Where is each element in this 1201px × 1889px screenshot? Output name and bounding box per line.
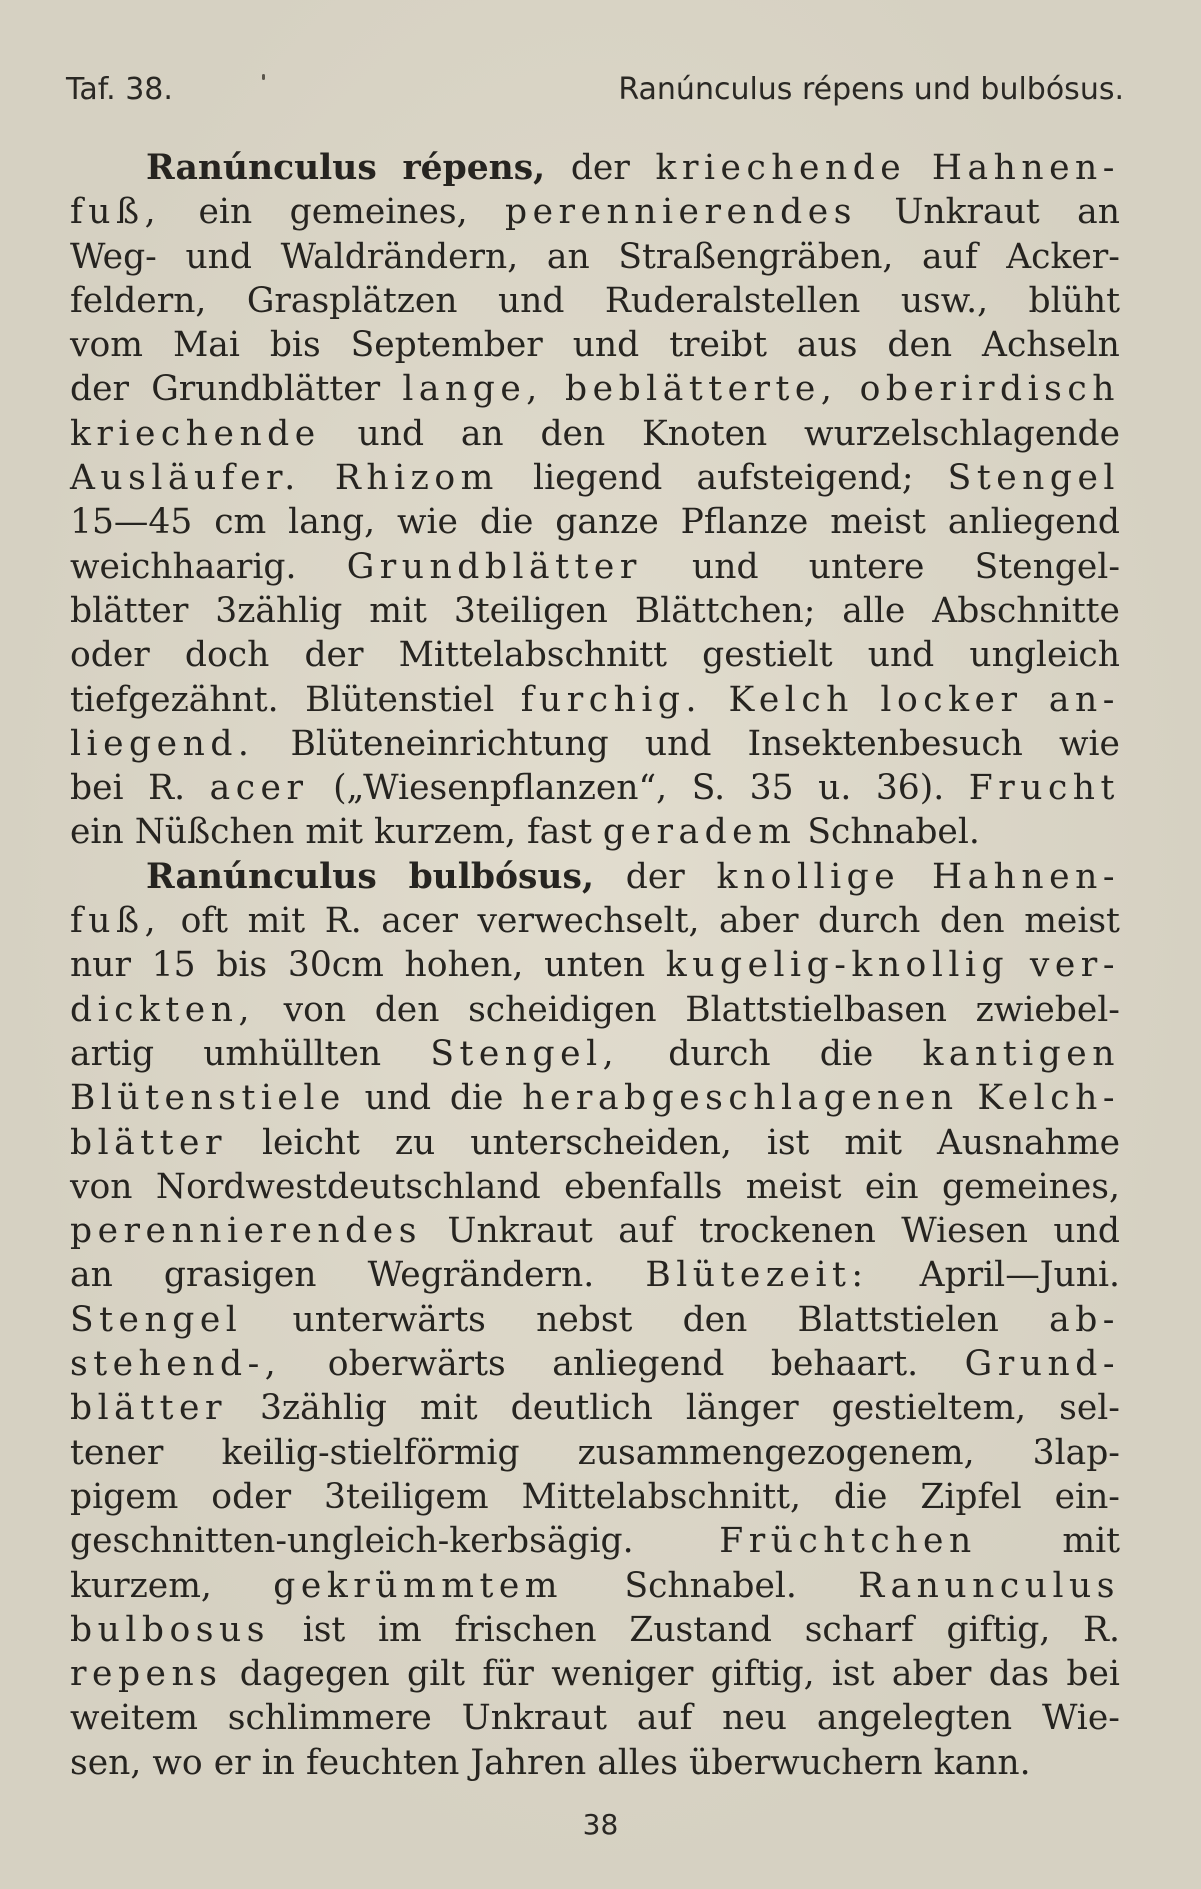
word: feldern,: [70, 280, 207, 321]
word: lang,: [288, 502, 376, 543]
word: Blattstielen: [797, 1299, 999, 1340]
word: Pflanze: [680, 502, 809, 543]
paragraph: [70, 146, 1120, 855]
text-line: [70, 1519, 1120, 1563]
word: blätter: [70, 1122, 227, 1163]
word: oberwärts: [327, 1344, 506, 1385]
word: alles: [597, 1742, 678, 1783]
word: Stengel,: [430, 1033, 620, 1074]
text-line: [70, 1696, 1120, 1740]
word: Blättchen;: [634, 590, 816, 631]
word: das: [988, 1654, 1050, 1695]
word: u.: [818, 768, 852, 809]
word: an-: [1048, 679, 1120, 720]
word: R.: [148, 768, 186, 809]
word: Frucht: [968, 768, 1120, 809]
word: Kelch: [728, 679, 854, 720]
word: an: [460, 413, 504, 454]
word: kugelig-knollig: [665, 945, 1010, 986]
word: Grundblätter: [346, 546, 642, 587]
word: und: [692, 546, 759, 587]
word: aber: [718, 901, 799, 942]
word: oder: [211, 1476, 292, 1517]
text-line: [70, 1165, 1120, 1209]
word: Blüteneinrichtung: [290, 723, 609, 764]
word: R.: [1083, 1609, 1120, 1650]
text-line: [70, 1386, 1120, 1430]
word: stehend-,: [70, 1344, 282, 1385]
word: er: [213, 1742, 251, 1783]
word: Jahren: [470, 1742, 587, 1783]
word: Grund-: [964, 1344, 1120, 1385]
word: ebenfalls: [564, 1166, 723, 1207]
word: 15—45: [70, 502, 193, 543]
word: und: [364, 1078, 432, 1119]
word: schlimmere: [227, 1698, 432, 1739]
word: Blattstielbasen: [685, 989, 947, 1030]
word: Ruderalstellen: [604, 280, 861, 321]
text-line: [70, 810, 1120, 854]
word: Nordwestdeutschland: [155, 1166, 541, 1207]
word: den: [887, 325, 953, 366]
word: und: [644, 723, 712, 764]
word: und: [185, 236, 252, 277]
word: oberirdisch: [859, 369, 1120, 410]
word: R.: [324, 901, 362, 942]
word: die: [819, 1033, 874, 1074]
word: den: [682, 1299, 748, 1340]
word: die: [833, 1476, 888, 1517]
word: mit: [369, 590, 427, 631]
page-number: 38: [582, 1808, 619, 1841]
print-speck: [262, 74, 265, 80]
text-line: [70, 235, 1120, 279]
word: locker: [880, 679, 1023, 720]
word: Kelch-: [977, 1078, 1120, 1119]
word: furchig.: [520, 679, 702, 720]
word: durch: [668, 1033, 771, 1074]
word: mit: [247, 901, 306, 942]
word: usw.,: [900, 280, 989, 321]
word: bis: [216, 945, 268, 986]
word: Hahnen-: [931, 148, 1120, 188]
word: gemeines,: [941, 1166, 1120, 1207]
word: kurzem,: [70, 1565, 212, 1606]
word: zwiebel-: [975, 989, 1120, 1030]
word: kantigen: [922, 1033, 1120, 1074]
text-line: [70, 1564, 1120, 1608]
word: blätter: [70, 590, 189, 631]
word: frischen: [454, 1609, 597, 1650]
word: blätter: [70, 1388, 227, 1429]
word: ungleich: [969, 635, 1120, 676]
word: zu: [394, 1122, 436, 1163]
word: anliegend: [947, 502, 1120, 543]
word: von: [283, 989, 347, 1030]
text-line: [70, 1076, 1120, 1120]
word: Stengel: [947, 458, 1120, 499]
running-header: [66, 72, 1124, 116]
word: cm: [214, 502, 267, 543]
word: auf: [922, 236, 978, 277]
word: den: [939, 901, 1005, 942]
plate-number: Taf. 38.: [66, 72, 173, 107]
word: gemeines,: [289, 192, 468, 233]
word: Grundblätter: [151, 369, 381, 410]
word: wie: [1058, 723, 1120, 764]
word: perennierendes: [70, 1211, 422, 1252]
word: länger: [685, 1388, 799, 1429]
word: grasigen: [163, 1255, 317, 1296]
word: unten: [544, 945, 646, 986]
word: ein-: [1054, 1476, 1120, 1517]
word: Waldrändern,: [280, 236, 519, 277]
word: pigem: [70, 1476, 179, 1517]
word: vom: [70, 325, 143, 366]
text-line: [70, 766, 1120, 810]
word: fast: [526, 812, 592, 853]
word: acer: [209, 768, 309, 809]
word: Unkraut: [894, 192, 1040, 233]
word: meist: [830, 502, 926, 543]
text-line: [70, 1608, 1120, 1652]
word: scharf: [804, 1609, 914, 1650]
word: Schnabel.: [624, 1565, 797, 1606]
word: Wegrändern.: [367, 1255, 595, 1296]
word: der: [570, 148, 630, 188]
word: wurzelschlagende: [804, 413, 1120, 454]
word: September: [350, 325, 543, 366]
text-line: [70, 323, 1120, 367]
word: Straßengräben,: [618, 236, 894, 277]
word: meist: [745, 1166, 842, 1207]
word: acer: [381, 901, 459, 942]
text-line: [70, 1032, 1120, 1076]
text-line: [70, 1342, 1120, 1386]
word: dickten,: [70, 989, 255, 1030]
word: ist: [831, 1654, 875, 1695]
word: Insektenbesuch: [747, 723, 1023, 764]
word: Mittelabschnitt: [398, 635, 668, 676]
word: an: [1077, 192, 1120, 233]
word: Blütezeit:: [645, 1255, 869, 1296]
word: Unkraut: [447, 1211, 593, 1252]
word: den: [540, 413, 606, 454]
word: angelegten: [816, 1698, 1013, 1739]
text-line: [70, 146, 1120, 190]
word: unterwärts: [292, 1299, 486, 1340]
word: kriechende: [70, 413, 321, 454]
word: artig: [70, 1033, 155, 1074]
text-line: [70, 412, 1120, 456]
text-line: [70, 943, 1120, 987]
word: auf: [618, 1211, 674, 1252]
word: Zustand: [629, 1609, 772, 1650]
text-line: [70, 1431, 1120, 1475]
word: nebst: [536, 1299, 633, 1340]
word: fuß,: [70, 192, 162, 233]
word: tener: [70, 1432, 164, 1473]
word: ver-: [1029, 945, 1120, 986]
word: der: [625, 856, 685, 897]
word: April—Juni.: [919, 1255, 1120, 1296]
word: unterscheiden,: [470, 1122, 732, 1163]
word: liegend: [533, 458, 663, 499]
word: wie: [396, 502, 458, 543]
text-line: [70, 1121, 1120, 1165]
word: Weg-: [70, 236, 157, 277]
word: gestielt: [702, 635, 833, 676]
word: Früchtchen: [719, 1521, 977, 1562]
word: ab-: [1049, 1299, 1120, 1340]
word: in: [261, 1742, 295, 1783]
word: dagegen: [239, 1654, 390, 1695]
word: weitem: [70, 1698, 198, 1739]
word: Mai: [172, 325, 240, 366]
word: Ranunculus: [858, 1565, 1120, 1606]
word: die: [449, 1078, 504, 1119]
word: hohen,: [404, 945, 524, 986]
word: sen,: [70, 1742, 142, 1783]
text-line: [70, 545, 1120, 589]
text-line: [70, 589, 1120, 633]
word: 35: [749, 768, 794, 809]
word: Blütenstiel: [305, 679, 495, 720]
word: („Wiesenpflanzen“,: [333, 768, 668, 809]
word: perennierendes: [505, 192, 857, 233]
word: Zipfel: [920, 1476, 1022, 1517]
text-line: [70, 633, 1120, 677]
word: Wie-: [1041, 1698, 1120, 1739]
word: kurzem,: [374, 812, 516, 853]
text-line: [70, 678, 1120, 722]
word: doch: [184, 635, 270, 676]
word: auf: [636, 1698, 693, 1739]
word: Unkraut: [461, 1698, 608, 1739]
text-line: [70, 1475, 1120, 1519]
word: für: [482, 1654, 534, 1695]
word: Abschnitte: [932, 590, 1120, 631]
word: beblätterte,: [565, 369, 838, 410]
word: durch: [818, 901, 921, 942]
word: Acker-: [1006, 236, 1120, 277]
word: die: [479, 502, 534, 543]
text-line: [70, 1253, 1120, 1297]
word: Hahnen-: [931, 856, 1120, 897]
word: 3zählig: [259, 1388, 388, 1429]
word: verwechselt,: [477, 901, 700, 942]
text-line: [70, 1741, 1120, 1785]
word: aus: [796, 325, 858, 366]
text-line: [70, 1652, 1120, 1696]
word: bis: [269, 325, 321, 366]
word: bulbosus: [70, 1609, 270, 1650]
word: giftig,: [946, 1609, 1051, 1650]
word: mit: [420, 1388, 478, 1429]
word: blüht: [1028, 280, 1120, 321]
word: scheidigen: [468, 989, 657, 1030]
word: an: [70, 1255, 113, 1296]
word: knollige: [716, 856, 901, 897]
word: 30cm: [287, 945, 384, 986]
word: S.: [691, 768, 726, 809]
body-text: [70, 146, 1120, 1785]
word: geradem: [602, 812, 797, 853]
word: geschnitten-ungleich-kerbsägig.: [70, 1521, 634, 1562]
word: überwuchern: [689, 1742, 923, 1783]
word: Ausläufer.: [70, 458, 301, 499]
word: bei: [70, 768, 124, 809]
word: neu: [722, 1698, 788, 1739]
word: bei: [1066, 1654, 1120, 1695]
text-line: [70, 1298, 1120, 1342]
word: Blütenstiele: [70, 1078, 346, 1119]
word: liegend.: [70, 723, 255, 764]
word: tiefgezähnt.: [70, 679, 279, 720]
word: fuß,: [70, 901, 162, 942]
word: und: [497, 280, 565, 321]
word: ein: [198, 192, 253, 233]
word: zusammengezogenem,: [577, 1432, 975, 1473]
text-line: [70, 1209, 1120, 1253]
word: Ranúnculus: [146, 148, 377, 188]
word: 15: [151, 945, 196, 986]
word: und: [572, 325, 640, 366]
word: den: [374, 989, 440, 1030]
word: herabgeschlagenen: [522, 1078, 959, 1119]
word: feuchten: [305, 1742, 460, 1783]
word: ganze: [555, 502, 659, 543]
word: Grasplätzen: [246, 280, 458, 321]
word: ein: [864, 1166, 919, 1207]
word: untere: [808, 546, 925, 587]
word: an: [546, 236, 590, 277]
word: alle: [842, 590, 906, 631]
word: mit: [1062, 1521, 1120, 1562]
word: und: [1053, 1211, 1120, 1252]
word: 3lap-: [1032, 1432, 1120, 1473]
word: trockenen: [699, 1211, 876, 1252]
word: Mittelabschnitt,: [521, 1476, 801, 1517]
word: aufsteigend;: [696, 458, 914, 499]
word: sel-: [1059, 1388, 1120, 1429]
text-line: [70, 722, 1120, 766]
word: répens,: [402, 148, 546, 188]
word: Ranúnculus: [146, 856, 377, 897]
word: umhüllten: [203, 1033, 382, 1074]
word: Knoten: [641, 413, 768, 454]
word: repens: [70, 1654, 223, 1695]
word: mit: [305, 812, 363, 853]
word: Schnabel.: [807, 812, 980, 853]
text-line: [70, 855, 1120, 899]
word: treibt: [669, 325, 767, 366]
word: gestieltem,: [831, 1388, 1027, 1429]
word: weichhaarig.: [70, 546, 297, 587]
word: wo: [152, 1742, 203, 1783]
word: oder: [70, 635, 150, 676]
running-title: Ranúnculus répens und bulbósus.: [618, 72, 1124, 107]
word: ist: [766, 1122, 810, 1163]
word: 3teiligem: [324, 1476, 489, 1517]
word: kriechende: [655, 148, 907, 188]
word: kann.: [933, 1742, 1031, 1783]
text-line: [70, 367, 1120, 411]
word: behaart.: [770, 1344, 919, 1385]
word: 3zählig: [215, 590, 343, 631]
word: und: [357, 413, 425, 454]
word: 3teiligen: [453, 590, 608, 631]
word: der: [304, 635, 364, 676]
word: Ausnahme: [937, 1122, 1120, 1163]
word: Rhizom: [334, 458, 499, 499]
text-line: [70, 190, 1120, 234]
text-line: [70, 899, 1120, 943]
word: leicht: [261, 1122, 360, 1163]
word: giftig,: [710, 1654, 815, 1695]
word: bulbósus,: [408, 856, 594, 897]
word: ein: [70, 812, 124, 853]
word: weniger: [551, 1654, 694, 1695]
word: Nüßchen: [134, 812, 295, 853]
word: von: [70, 1166, 133, 1207]
word: anliegend: [552, 1344, 725, 1385]
word: ist: [302, 1609, 346, 1650]
word: 36).: [875, 768, 945, 809]
word: der: [70, 369, 129, 410]
word: gekrümmtem: [273, 1565, 564, 1606]
word: meist: [1024, 901, 1120, 942]
word: lange,: [402, 369, 543, 410]
word: deutlich: [510, 1388, 653, 1429]
text-line: [70, 500, 1120, 544]
word: Achseln: [982, 325, 1120, 366]
word: aber: [891, 1654, 972, 1695]
word: und: [867, 635, 935, 676]
paragraph: [70, 855, 1120, 1785]
word: Stengel-: [974, 546, 1120, 587]
word: im: [378, 1609, 422, 1650]
word: nur: [70, 945, 131, 986]
word: gilt: [407, 1654, 466, 1695]
text-line: [70, 988, 1120, 1032]
text-line: [70, 279, 1120, 323]
word: mit: [844, 1122, 903, 1163]
word: Wiesen: [901, 1211, 1028, 1252]
text-line: [70, 456, 1120, 500]
word: Stengel: [70, 1299, 243, 1340]
word: oft: [180, 901, 229, 942]
word: keilig-stielförmig: [221, 1432, 520, 1473]
